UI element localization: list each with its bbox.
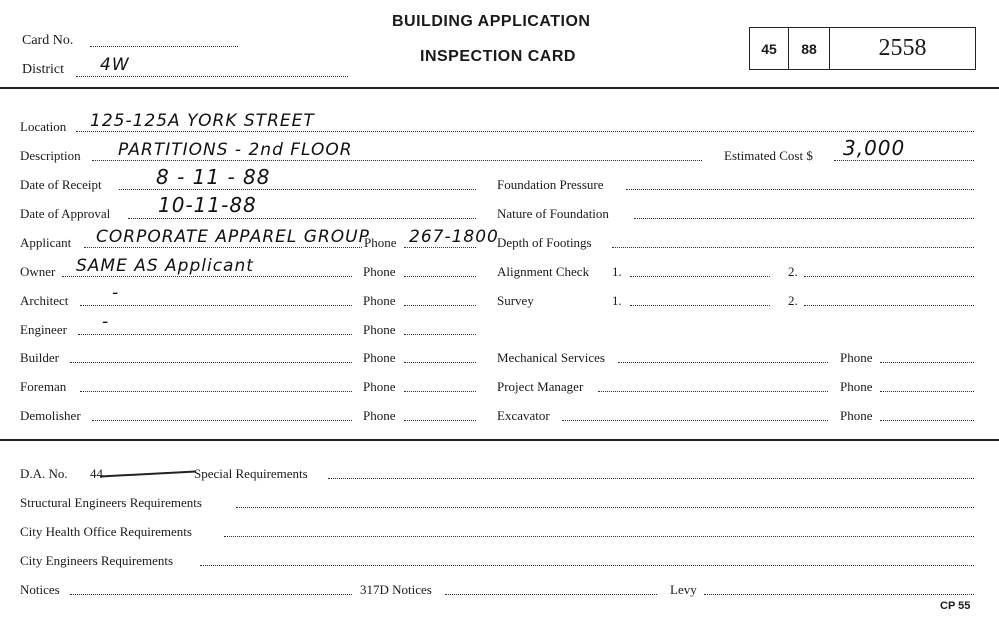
title-line-2: INSPECTION CARD: [420, 48, 576, 65]
special-requirements-label: Special Requirements: [194, 466, 308, 481]
project-manager-phone-field[interactable]: [880, 391, 974, 392]
project-manager-field[interactable]: [598, 391, 828, 392]
project-manager-label: Project Manager: [497, 379, 584, 394]
notices-field[interactable]: [70, 594, 352, 595]
da-no-label: D.A. No.: [20, 466, 68, 481]
title-line-1: BUILDING APPLICATION: [392, 13, 591, 30]
estimated-cost-label: Estimated Cost $: [724, 148, 813, 163]
special-requirements-field[interactable]: [328, 478, 974, 479]
applicant-value: CORPORATE APPAREL GROUP: [96, 227, 370, 247]
applicant-phone-field[interactable]: [404, 247, 476, 248]
survey-field-1[interactable]: [630, 305, 770, 306]
applicant-field[interactable]: [84, 247, 362, 248]
levy-label: Levy: [670, 582, 697, 597]
applicant-phone-label: Phone: [364, 235, 397, 250]
mechanical-services-field[interactable]: [618, 362, 828, 363]
architect-phone-field[interactable]: [404, 305, 476, 306]
description-value: PARTITIONS - 2nd FLOOR: [118, 140, 353, 160]
architect-field[interactable]: [80, 305, 352, 306]
date-approval-value: 10-11-88: [158, 193, 257, 217]
engineer-phone-label: Phone: [363, 322, 396, 337]
date-receipt-label: Date of Receipt: [20, 177, 102, 192]
builder-label: Builder: [20, 350, 59, 365]
engineer-label: Engineer: [20, 322, 67, 337]
survey-label: Survey: [497, 293, 534, 308]
alignment-item-1-label: 1.: [612, 264, 622, 279]
middle-divider: [0, 439, 999, 441]
nature-foundation-field[interactable]: [634, 218, 974, 219]
demolisher-phone-label: Phone: [363, 408, 396, 423]
description-field[interactable]: [92, 160, 702, 161]
district-field[interactable]: [76, 76, 348, 77]
city-engineers-requirements-label: City Engineers Requirements: [20, 553, 174, 568]
description-label: Description: [20, 148, 81, 163]
owner-phone-label: Phone: [363, 264, 396, 279]
district-label: District: [22, 62, 64, 77]
location-field[interactable]: [76, 131, 974, 132]
levy-field[interactable]: [704, 594, 974, 595]
notices-317d-field[interactable]: [445, 594, 657, 595]
applicant-label: Applicant: [20, 235, 72, 250]
applicant-phone-value: 267-1800: [409, 227, 499, 247]
depth-footings-field[interactable]: [612, 247, 974, 248]
alignment-check-field-1[interactable]: [630, 276, 770, 277]
engineer-field[interactable]: [78, 334, 352, 335]
owner-phone-field[interactable]: [404, 276, 476, 277]
notices-label: Notices: [20, 582, 60, 597]
survey-item-2-label: 2.: [788, 293, 798, 308]
nature-foundation-label: Nature of Foundation: [497, 206, 609, 221]
health-requirements-label: City Health Office Requirements: [20, 524, 192, 539]
foreman-field[interactable]: [80, 391, 352, 392]
foreman-phone-label: Phone: [363, 379, 396, 394]
city-engineers-requirements-field[interactable]: [200, 565, 974, 566]
owner-value: SAME AS Applicant: [76, 256, 254, 276]
notices-317d-label: 317D Notices: [360, 582, 432, 597]
date-receipt-field[interactable]: [119, 189, 476, 190]
card-no-label: Card No.: [22, 33, 74, 48]
builder-field[interactable]: [70, 362, 352, 363]
excavator-field[interactable]: [562, 420, 828, 421]
builder-phone-label: Phone: [363, 350, 396, 365]
demolisher-phone-field[interactable]: [404, 420, 476, 421]
foreman-label: Foreman: [20, 379, 67, 394]
estimated-cost-value: 3,000: [843, 136, 906, 160]
architect-phone-label: Phone: [363, 293, 396, 308]
box-number-3: 2558: [829, 27, 976, 70]
alignment-check-field-2[interactable]: [804, 276, 974, 277]
foreman-phone-field[interactable]: [404, 391, 476, 392]
mechanical-services-label: Mechanical Services: [497, 350, 605, 365]
excavator-phone-label: Phone: [840, 408, 873, 423]
top-divider: [0, 87, 999, 89]
depth-footings-label: Depth of Footings: [497, 235, 592, 250]
survey-item-1-label: 1.: [612, 293, 622, 308]
architect-label: Architect: [20, 293, 69, 308]
demolisher-field[interactable]: [92, 420, 352, 421]
alignment-item-2-label: 2.: [788, 264, 798, 279]
engineer-phone-field[interactable]: [404, 334, 476, 335]
alignment-check-label: Alignment Check: [497, 264, 590, 279]
owner-label: Owner: [20, 264, 56, 279]
builder-phone-field[interactable]: [404, 362, 476, 363]
survey-field-2[interactable]: [804, 305, 974, 306]
da-no-strikethrough: [100, 470, 196, 477]
district-value: 4W: [100, 55, 130, 75]
project-manager-phone-label: Phone: [840, 379, 873, 394]
date-approval-label: Date of Approval: [20, 206, 111, 221]
architect-value: -: [112, 283, 120, 303]
mechanical-phone-field[interactable]: [880, 362, 974, 363]
card-no-field[interactable]: [90, 46, 238, 47]
date-receipt-value: 8 - 11 - 88: [156, 165, 271, 189]
mechanical-phone-label: Phone: [840, 350, 873, 365]
excavator-phone-field[interactable]: [880, 420, 974, 421]
da-no-value: 44: [90, 466, 103, 481]
estimated-cost-field[interactable]: [834, 160, 974, 161]
form-code: CP 55: [940, 600, 971, 612]
box-number-2: 88: [788, 27, 830, 70]
date-approval-field[interactable]: [128, 218, 476, 219]
location-label: Location: [20, 119, 67, 134]
structural-requirements-label: Structural Engineers Requirements: [20, 495, 202, 510]
structural-requirements-field[interactable]: [236, 507, 974, 508]
health-requirements-field[interactable]: [224, 536, 974, 537]
box-number-1: 45: [749, 27, 789, 70]
engineer-value: -: [102, 312, 110, 332]
owner-field[interactable]: [62, 276, 352, 277]
foundation-pressure-label: Foundation Pressure: [497, 177, 604, 192]
foundation-pressure-field[interactable]: [626, 189, 974, 190]
demolisher-label: Demolisher: [20, 408, 81, 423]
location-value: 125-125A YORK STREET: [90, 111, 315, 131]
excavator-label: Excavator: [497, 408, 550, 423]
